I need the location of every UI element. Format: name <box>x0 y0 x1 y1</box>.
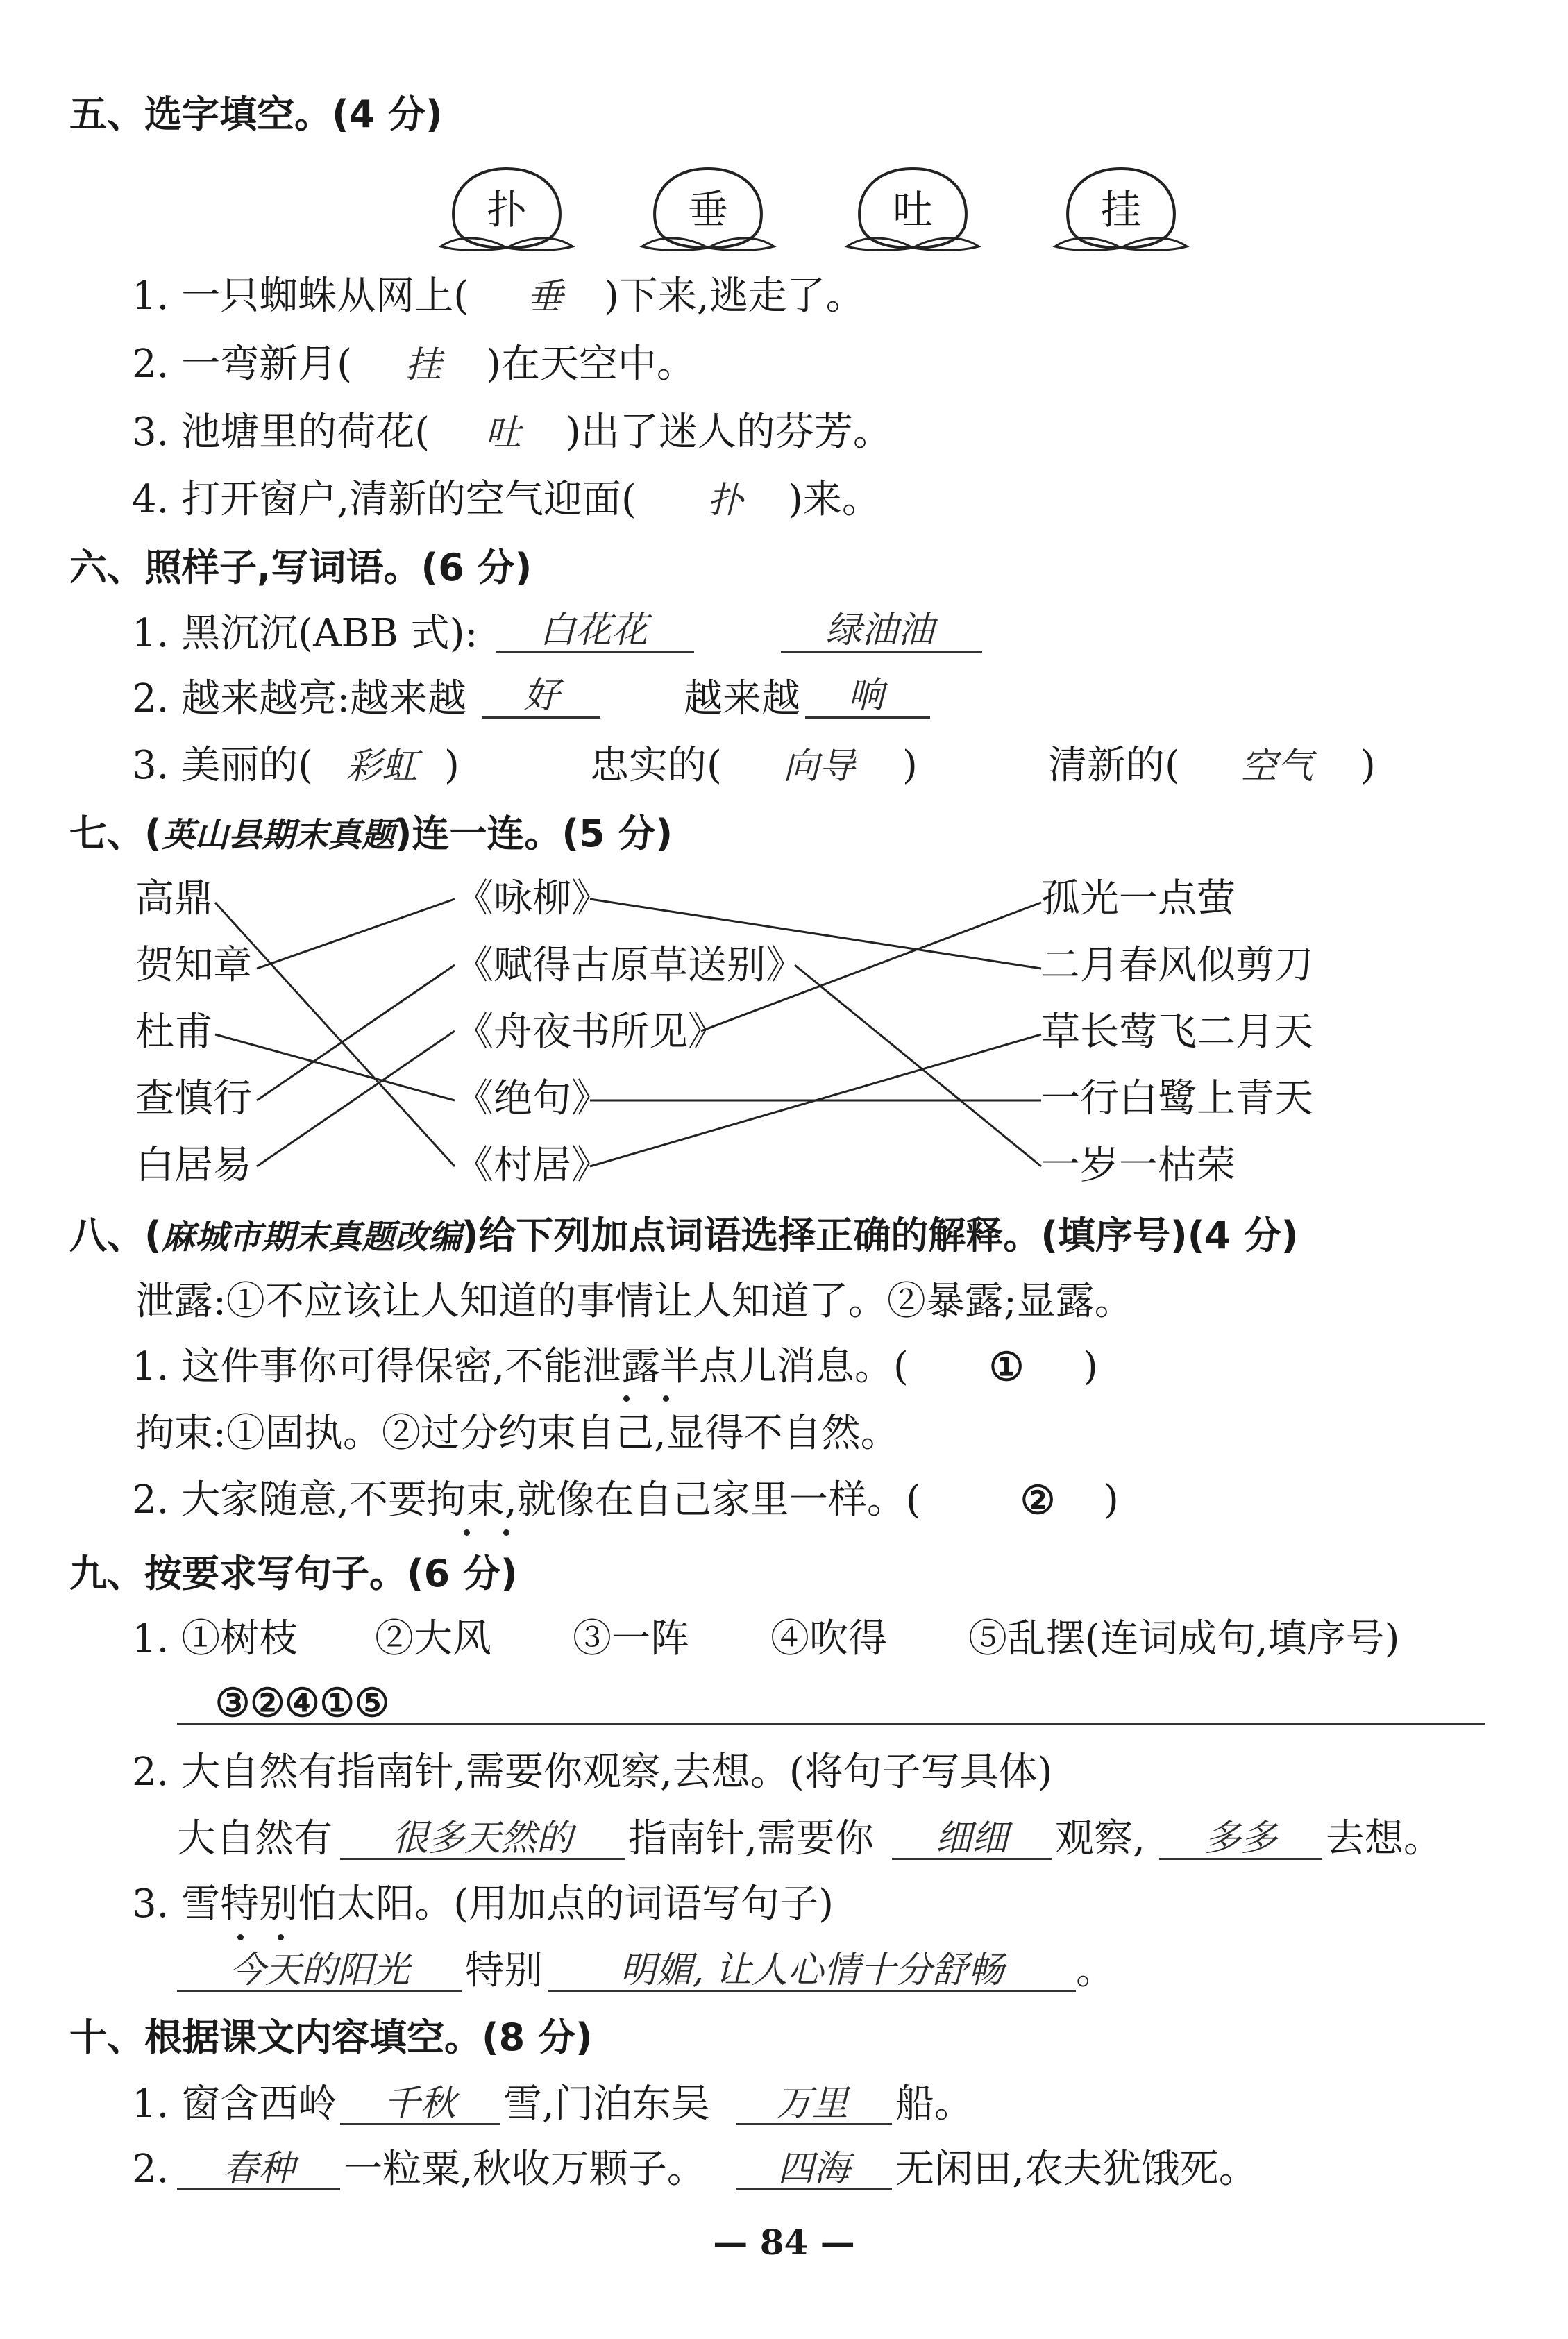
s6-q1-answer-2: 绿油油 <box>825 610 934 651</box>
poem-line-item: 二月春风似剪刀 <box>1041 943 1313 988</box>
match-line <box>701 903 1041 1031</box>
poem-line-item: 草长莺飞二月天 <box>1041 1009 1313 1055</box>
s5-q1-text: 1. 一只蜘蛛从网上( <box>132 274 469 319</box>
poet-item: 贺知章 <box>135 943 252 988</box>
peach-char: 吐 <box>892 186 933 233</box>
match-line <box>590 899 1041 969</box>
s9-q2-segment: 去想。 <box>1326 1816 1442 1861</box>
s5-q3-text-end: )出了迷人的芬芳。 <box>566 410 892 455</box>
emphasis-dot <box>503 1529 509 1536</box>
s9-q2-answer-2: 细细 <box>935 1818 1008 1859</box>
s10-q1-mid: 雪,门泊东吴 <box>503 2081 710 2127</box>
poem-line-item: 一行白鹭上青天 <box>1041 1076 1313 1121</box>
poet-item: 高鼎 <box>135 876 213 921</box>
answer-line <box>177 1723 1485 1725</box>
s5-q4-answer: 扑 <box>707 480 743 521</box>
answer-line <box>736 2188 892 2190</box>
title-source-tag: 英山县期末真题 <box>161 816 395 855</box>
s8-q1-answer: ① <box>989 1344 1025 1390</box>
answer-line <box>548 1990 1076 1992</box>
s9-q3-answer-1: 今天的阳光 <box>228 1950 410 1991</box>
s9-q2-answer-3: 多多 <box>1204 1818 1277 1859</box>
title-source-tag: 麻城市期末真题改编 <box>161 1218 462 1257</box>
poet-item: 查慎行 <box>135 1076 252 1121</box>
section-6-title: 六、照样子,写词语。(6 分) <box>69 546 532 589</box>
s8-q2-close: ) <box>1104 1477 1119 1523</box>
s6-q2-answer-1: 好 <box>523 675 559 716</box>
s9-q2-answer-1: 很多天然的 <box>391 1818 573 1859</box>
answer-line <box>340 2123 500 2125</box>
s8-definition-2: 拘束:①固执。②过分约束自己,显得不自然。 <box>135 1411 900 1456</box>
s10-q2-end: 无闲田,农夫犹饿死。 <box>895 2147 1258 2192</box>
s6-q3-close-3: ) <box>1360 743 1376 788</box>
s9-q1-item: ②大风 <box>375 1616 491 1661</box>
s6-q1-text: 1. 黑沉沉(ABB 式): <box>132 611 478 656</box>
s10-q1-end: 船。 <box>895 2081 973 2127</box>
title-prefix: 七、( <box>69 812 162 855</box>
section-5-title: 五、选字填空。(4 分) <box>69 92 443 136</box>
emphasis-dot <box>237 1934 244 1940</box>
s5-q1-answer: 垂 <box>526 276 563 318</box>
match-line <box>215 1034 455 1100</box>
s6-q3-answer-1: 彩虹 <box>345 746 418 787</box>
s6-q3-mid-2: 清新的( <box>1048 743 1180 788</box>
s6-q3-close-1: ) <box>444 743 460 788</box>
s10-q2-mid: 一粒粟,秋收万颗子。 <box>344 2147 706 2192</box>
s5-q1-text-end: )下来,逃走了。 <box>604 274 865 319</box>
s5-q3-answer: 吐 <box>484 412 521 454</box>
s9-q2-segment: 观察, <box>1055 1816 1145 1861</box>
s5-q4-text-end: )来。 <box>788 477 881 522</box>
title-suffix: )给下列加点词语选择正确的解释。(填序号)(4 分) <box>461 1214 1299 1257</box>
s6-q3-mid-1: 忠实的( <box>590 743 722 788</box>
s8-q2-text: 2. 大家随意,不要拘束,就像在自己家里一样。( <box>132 1477 921 1523</box>
answer-line <box>177 2188 340 2190</box>
s5-q3-text: 3. 池塘里的荷花( <box>132 410 430 455</box>
s9-q2-segment: 大自然有 <box>177 1816 332 1861</box>
poet-item: 杜甫 <box>135 1009 213 1055</box>
s10-q1-text: 1. 窗含西岭 <box>132 2081 337 2127</box>
emphasis-dot <box>663 1395 669 1402</box>
peach-char: 扑 <box>486 186 527 233</box>
s8-definition-1: 泄露:①不应该让人知道的事情让人知道了。②暴露;显露。 <box>135 1279 1133 1324</box>
s9-q1-item: ③一阵 <box>573 1616 689 1661</box>
s5-q4-text: 4. 打开窗户,清新的空气迎面( <box>132 477 637 522</box>
answer-line <box>340 1858 625 1860</box>
poem-title-item: 《舟夜书所见》 <box>455 1009 727 1055</box>
s9-q1-item: ④吹得 <box>770 1616 887 1661</box>
peach-char: 挂 <box>1100 186 1141 233</box>
s9-q3-answer-2: 明媚, 让人心情十分舒畅 <box>620 1950 1004 1991</box>
poem-line-item: 孤光一点萤 <box>1041 876 1236 921</box>
emphasis-dot <box>623 1395 630 1402</box>
section-10-title: 十、根据课文内容填空。(8 分) <box>69 2015 593 2059</box>
s8-q1-close: ) <box>1083 1344 1098 1389</box>
s5-q2-text: 2. 一弯新月( <box>132 342 353 387</box>
section-9-title: 九、按要求写句子。(6 分) <box>69 1552 518 1595</box>
s6-q2-text: 2. 越来越亮:越来越 <box>132 676 467 721</box>
s10-q2-answer-1: 春种 <box>222 2148 295 2190</box>
s8-q2-answer: ② <box>1020 1477 1056 1523</box>
poem-title-item: 《村居》 <box>455 1143 610 1188</box>
poem-title-item: 《赋得古原草送别》 <box>455 943 804 988</box>
s9-q1-item: 1. ①树枝 <box>132 1616 298 1661</box>
s9-q2-text: 2. 大自然有指南针,需要你观察,去想。(将句子写具体) <box>132 1750 1053 1795</box>
s5-q2-answer: 挂 <box>405 344 441 386</box>
match-line <box>257 1031 455 1166</box>
page-number: — 84 — <box>713 2222 855 2263</box>
s9-q3-text: 3. 雪特别怕太阳。(用加点的词语写句子) <box>132 1881 834 1927</box>
s9-q3-mid: 特别 <box>465 1948 543 1993</box>
s9-q3-end: 。 <box>1076 1948 1115 1993</box>
s10-q1-answer-1: 千秋 <box>383 2083 456 2124</box>
match-line <box>257 965 455 1100</box>
answer-line <box>892 1858 1052 1860</box>
title-suffix: )连一连。(5 分) <box>394 812 673 855</box>
poem-title-item: 《绝句》 <box>455 1076 610 1121</box>
s9-q1-answer: ③②④①⑤ <box>215 1680 390 1726</box>
poem-line-item: 一岁一枯荣 <box>1041 1143 1236 1188</box>
s9-q1-item: ⑤乱摆(连词成句,填序号) <box>968 1616 1400 1661</box>
poet-item: 白居易 <box>135 1143 252 1188</box>
s10-q2-text: 2. <box>132 2147 169 2192</box>
s9-q2-segment: 指南针,需要你 <box>628 1816 874 1861</box>
section-8-title <box>69 1212 1298 1261</box>
answer-line <box>177 1990 462 1992</box>
s5-q2-text-end: )在天空中。 <box>486 342 696 387</box>
title-prefix: 八、( <box>69 1214 162 1257</box>
s10-q1-answer-2: 万里 <box>775 2083 848 2124</box>
emphasis-dot <box>464 1529 470 1536</box>
match-line <box>257 899 455 969</box>
answer-line <box>1159 1858 1322 1860</box>
s10-q2-answer-2: 四海 <box>777 2148 850 2190</box>
s6-q3-answer-2: 向导 <box>782 746 855 787</box>
poem-title-item: 《咏柳》 <box>455 876 610 921</box>
s8-q1-text: 1. 这件事你可得保密,不能泄露半点儿消息。( <box>132 1344 909 1389</box>
s6-q3-answer-3: 空气 <box>1240 746 1313 787</box>
answer-line <box>736 2123 892 2125</box>
s6-q3-text: 3. 美丽的( <box>132 743 314 788</box>
s6-q2-mid: 越来越 <box>684 676 800 721</box>
peach-char: 垂 <box>687 186 728 233</box>
s6-q3-close-2: ) <box>902 743 918 788</box>
s6-q1-answer-1: 白花花 <box>539 610 648 651</box>
emphasis-dot <box>278 1934 284 1940</box>
match-line <box>795 965 1041 1166</box>
s6-q2-answer-2: 响 <box>848 675 884 716</box>
